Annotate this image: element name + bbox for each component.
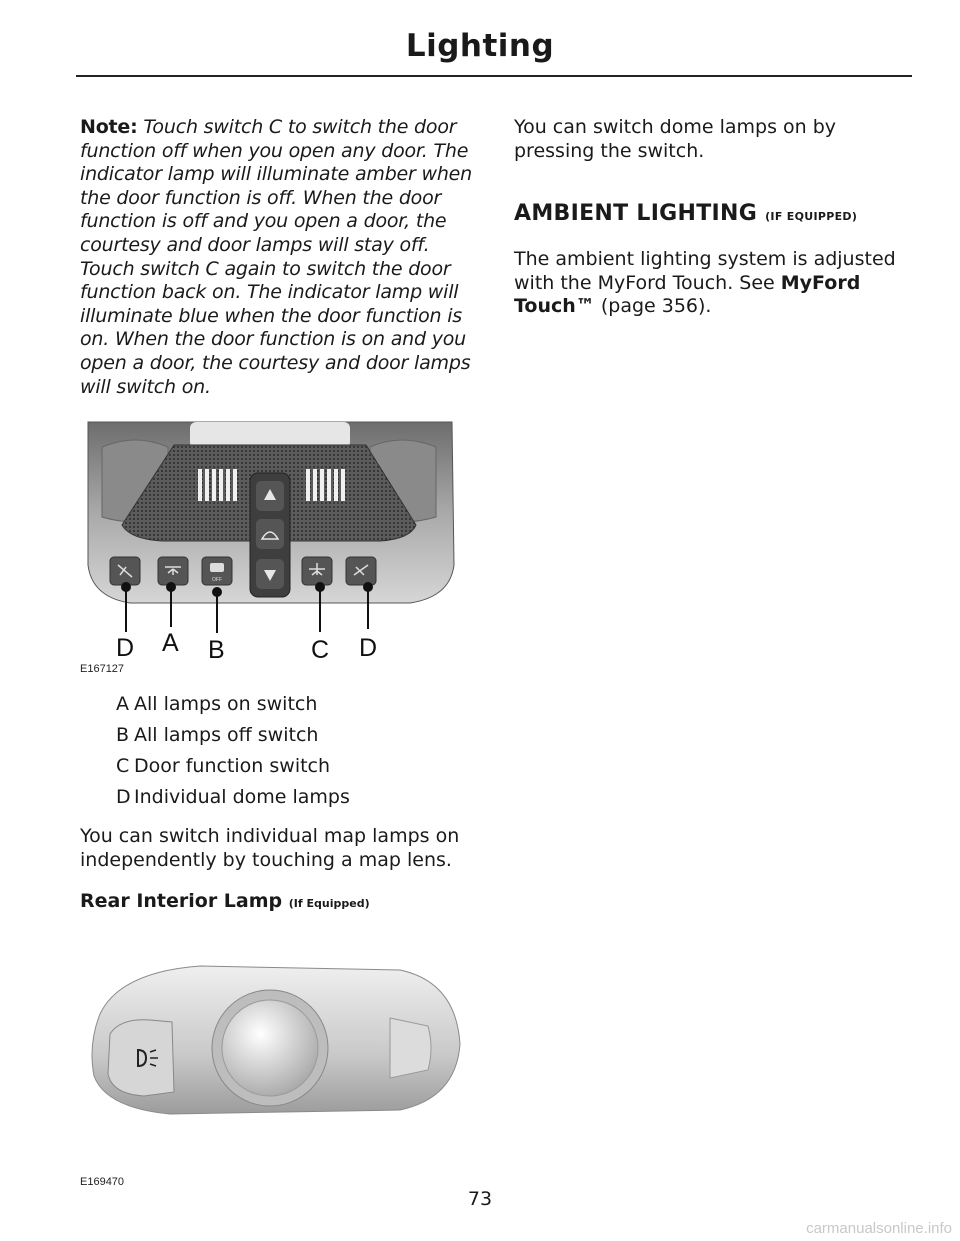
legend-row bbox=[80, 782, 476, 813]
overhead-console-figure bbox=[80, 417, 476, 679]
figure-code: E169470 bbox=[80, 1176, 125, 1189]
dome-lamps-paragraph: You can switch dome lamps on by pressing the switch. bbox=[514, 116, 837, 162]
header-divider bbox=[76, 75, 912, 77]
rear-lamp-figure bbox=[80, 948, 476, 1198]
note-paragraph bbox=[80, 116, 476, 399]
page-title: Lighting bbox=[405, 28, 555, 64]
legend-text: All lamps on switch bbox=[134, 693, 318, 716]
rear-interior-lamp-heading bbox=[80, 890, 476, 912]
overhead-console-illustration bbox=[80, 417, 476, 679]
rear-lamp-illustration bbox=[80, 948, 476, 1148]
legend-key: D bbox=[116, 786, 131, 809]
right-column bbox=[514, 116, 914, 319]
rear-lamp-switch[interactable] bbox=[108, 1020, 174, 1096]
note-label: Note: bbox=[80, 116, 138, 138]
rear-lamp-right-lens bbox=[390, 1018, 431, 1078]
callout-d-right: D bbox=[359, 634, 378, 663]
callout-legend bbox=[80, 689, 476, 813]
figure-code: E167127 bbox=[80, 663, 125, 676]
page-reference: (page 356). bbox=[594, 295, 712, 318]
off-label: OFF bbox=[212, 577, 222, 584]
callout-b: B bbox=[208, 636, 225, 665]
ambient-lighting-heading bbox=[514, 201, 914, 226]
rear-lamp-heading-text: Rear Interior Lamp bbox=[80, 890, 283, 913]
map-lamps-paragraph: You can switch individual map lamps on independently by touching a map lens. bbox=[80, 825, 460, 871]
legend-key: B bbox=[116, 724, 130, 747]
legend-text: All lamps off switch bbox=[134, 724, 319, 747]
legend-key: C bbox=[116, 755, 130, 778]
note-text: Touch switch C to switch the door function off when you open any door. The indicator lamp will illuminate amber when the door function is off. When the door function is off and you open a door, the courtesy and door lamps will stay off. Touch switch C again to switch the door function back on. The indicator lamp will illuminate blue when the door function is on. When the door function is on and you open a door, the courtesy and door lamps will switch on. bbox=[80, 116, 473, 398]
callout-c: C bbox=[311, 636, 330, 665]
watermark: carmanualsonline.info bbox=[806, 1220, 952, 1237]
page-number: 73 bbox=[467, 1188, 493, 1210]
callout-d-left: D bbox=[116, 634, 135, 663]
ambient-qualifier: (IF EQUIPPED) bbox=[765, 210, 858, 224]
vehicle-icon bbox=[210, 563, 224, 572]
legend-text: Individual dome lamps bbox=[134, 786, 350, 809]
ambient-text: The ambient lighting system is adjusted with the MyFord Touch. See bbox=[514, 248, 896, 294]
legend-row bbox=[80, 689, 476, 720]
console-top-panel bbox=[190, 422, 350, 448]
legend-text: Door function switch bbox=[134, 755, 331, 778]
left-column bbox=[80, 116, 476, 1198]
rear-lamp-lens[interactable] bbox=[222, 1000, 318, 1096]
legend-row bbox=[80, 720, 476, 751]
sunroof-tilt-button[interactable] bbox=[256, 519, 284, 549]
callout-a: A bbox=[162, 629, 179, 658]
legend-row bbox=[80, 751, 476, 782]
legend-key: A bbox=[116, 693, 129, 716]
rear-lamp-qualifier: (If Equipped) bbox=[288, 897, 370, 911]
myford-touch-link[interactable]: MyFord Touch™ bbox=[514, 271, 861, 318]
ambient-heading-text: AMBIENT LIGHTING bbox=[514, 201, 758, 227]
ambient-paragraph bbox=[514, 248, 914, 319]
